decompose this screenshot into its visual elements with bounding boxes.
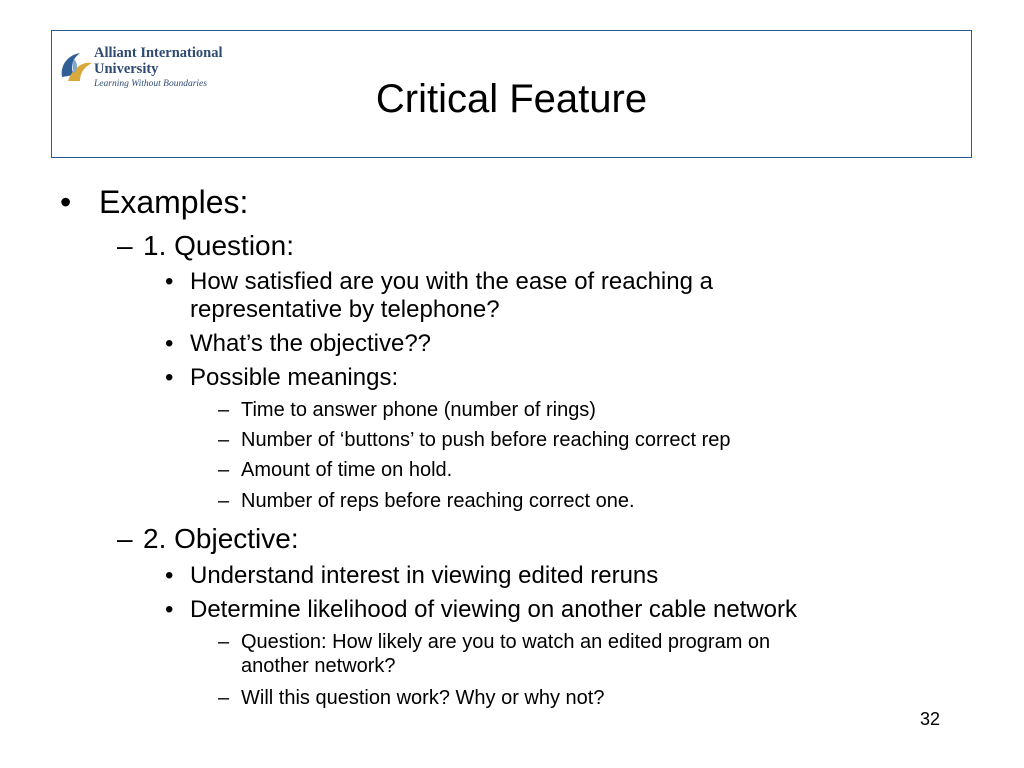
- outline-item-text: How satisfied are you with the ease of reaching a: [190, 268, 713, 295]
- outline-item-text: Understand interest in viewing edited reruns: [190, 562, 659, 589]
- dash-marker: –: [218, 687, 230, 709]
- outline-item-text: Amount of time on hold.: [241, 459, 453, 481]
- outline-item-text: Time to answer phone (number of rings): [241, 399, 596, 421]
- outline-item-text: Determine likelihood of viewing on another cable network: [190, 596, 798, 623]
- outline-item-continuation: [190, 296, 500, 324]
- logo-line-2: University: [94, 61, 159, 77]
- bullet-marker: •: [165, 330, 174, 357]
- dash-marker: –: [218, 490, 230, 512]
- page-number: 32: [919, 709, 940, 729]
- dash-marker: –: [218, 631, 230, 653]
- outline-item-text: Will this question work? Why or why not?: [241, 687, 605, 709]
- outline-item-text: representative by telephone?: [190, 296, 500, 323]
- dash-marker: –: [218, 459, 230, 481]
- outline-item-continuation: [241, 654, 396, 678]
- dash-marker: –: [117, 523, 133, 554]
- outline-item-text: Number of ‘buttons’ to push before reaching correct rep: [241, 429, 731, 451]
- bullet-marker: •: [165, 268, 174, 295]
- dash-marker: –: [218, 399, 230, 421]
- outline-item-text: Possible meanings:: [190, 364, 399, 391]
- dash-marker: –: [218, 429, 230, 451]
- bullet-marker: •: [165, 562, 174, 589]
- outline-item-text: 2. Objective:: [143, 523, 299, 554]
- logo-line-1: Alliant International: [94, 45, 223, 61]
- bullet-marker: •: [60, 184, 72, 220]
- bullet-marker: •: [165, 596, 174, 623]
- slide-title: Critical Feature: [375, 77, 648, 121]
- outline-item-text: Examples:: [99, 184, 249, 220]
- outline-item-text: Number of reps before reaching correct one.: [241, 490, 635, 512]
- outline-item-text: Question: How likely are you to watch an edited program on: [241, 631, 771, 653]
- outline-item-text: What’s the objective??: [190, 330, 432, 357]
- bullet-marker: •: [165, 364, 174, 391]
- dash-marker: –: [117, 230, 133, 261]
- outline-item-text: another network?: [241, 655, 396, 677]
- logo-tagline: Learning Without Boundaries: [94, 79, 207, 89]
- outline-item-text: 1. Question:: [143, 230, 294, 261]
